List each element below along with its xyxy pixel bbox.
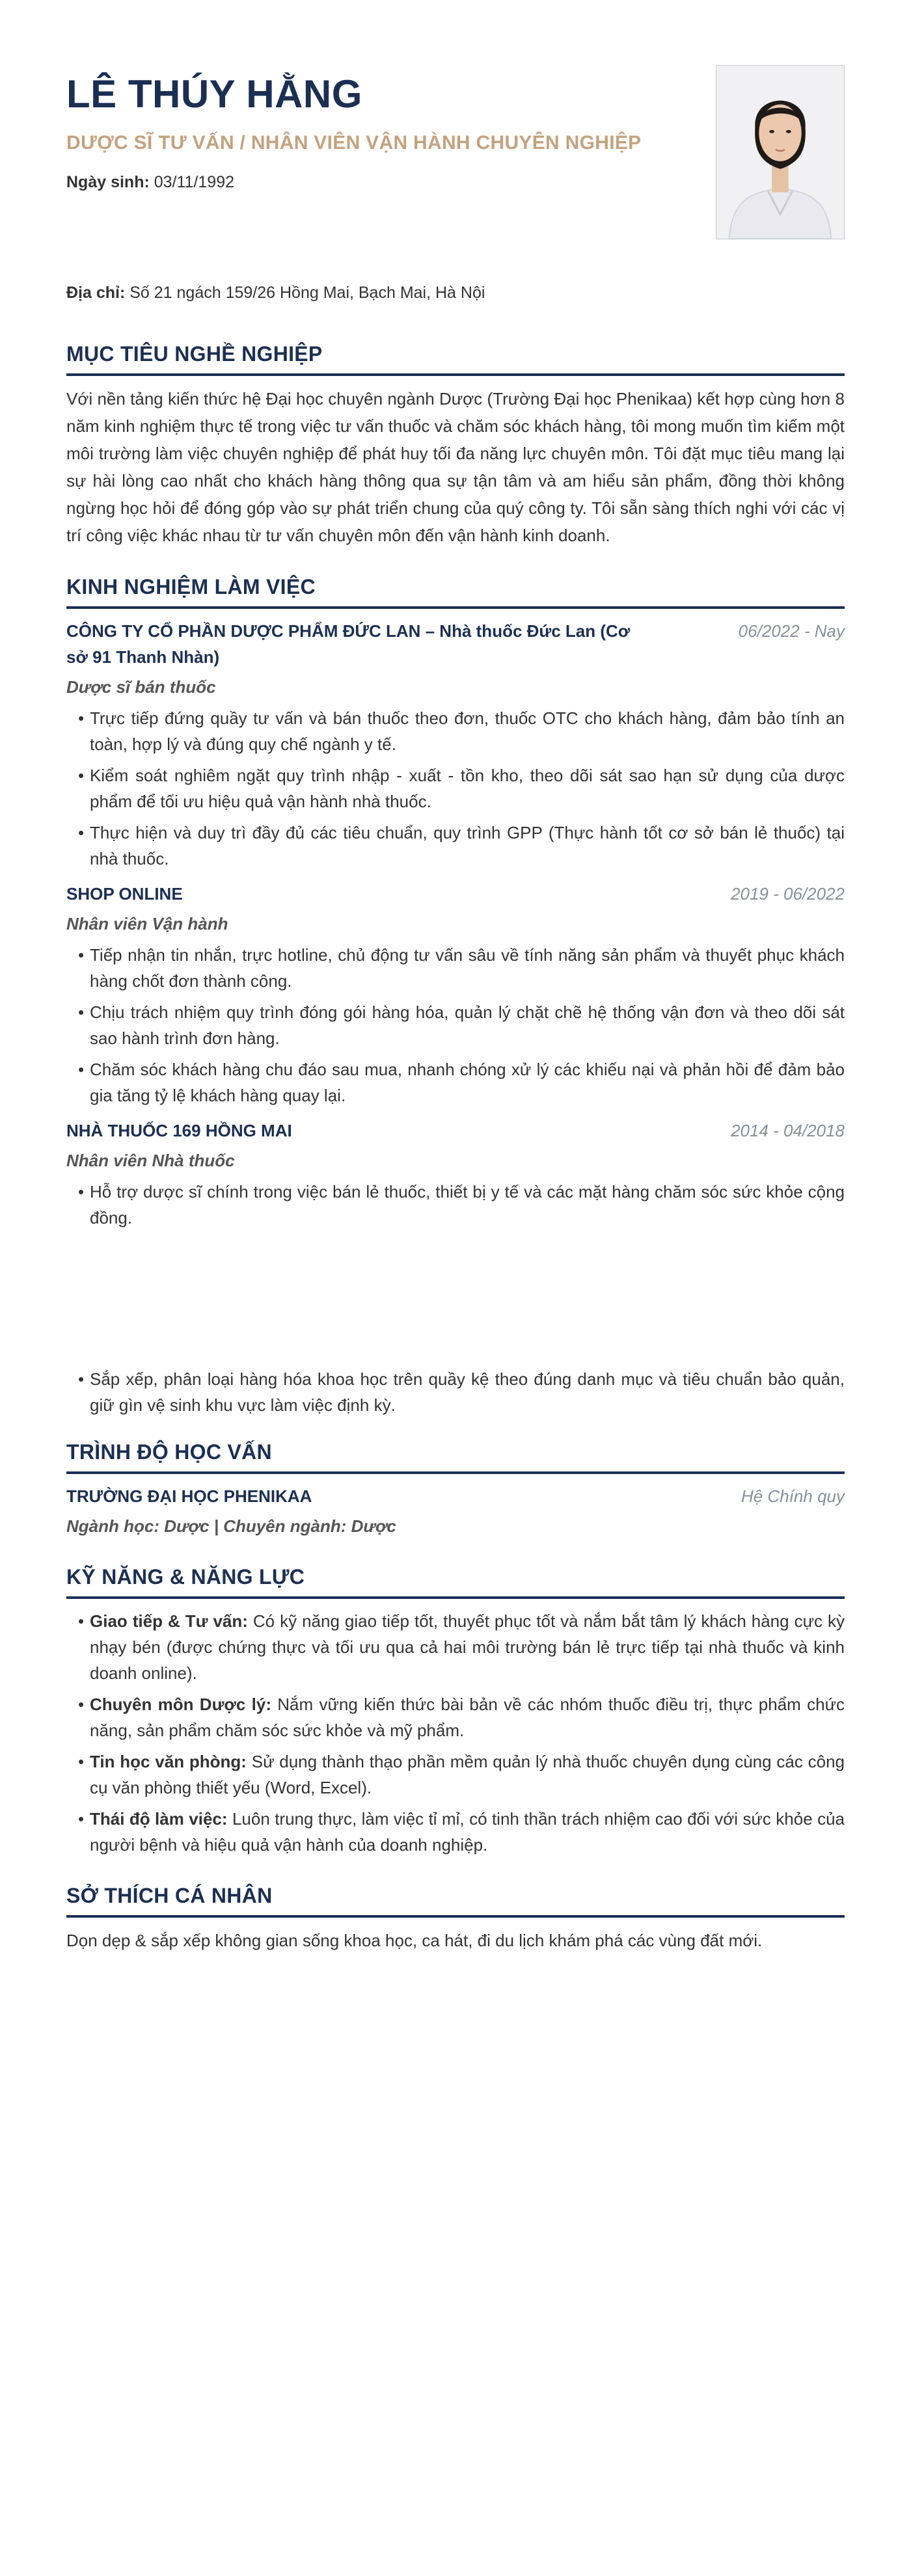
education-title: TRÌNH ĐỘ HỌC VẤN	[66, 1438, 845, 1474]
job-header	[66, 881, 845, 907]
skill-item	[66, 1608, 845, 1686]
education-header	[66, 1483, 845, 1509]
job-company: NHÀ THUỐC 169 HỒNG MAI	[66, 1121, 292, 1140]
skill-text: Có kỹ năng giao tiếp tốt, thuyết phục tốt và nắm bắt tâm lý khách hàng cực kỳ nhạy bén (được chứng thực và tối ưu qua cả hai môi trường bán lẻ trực tiếp tại nhà thuốc và kinh doanh online).	[90, 1611, 845, 1683]
objective-section	[66, 340, 845, 549]
skill-label: Chuyên môn Dược lý:	[90, 1695, 271, 1714]
job-role: Nhân viên Nhà thuốc	[66, 1151, 235, 1170]
job-duty: • Chịu trách nhiệm quy trình đóng gói hàng hóa, quản lý chặt chẽ hệ thống vận đơn và theo dõi sát sao hành trình đơn hàng.	[66, 999, 845, 1051]
job-duty: • Trực tiếp đứng quầy tư vấn và bán thuốc theo đơn, thuốc OTC cho khách hàng, đảm bảo tính an toàn, hợp lý và đúng quy chế ngành y tế.	[66, 705, 845, 757]
education-section	[66, 1438, 845, 1539]
job-entry	[66, 618, 845, 872]
skills-list	[66, 1608, 845, 1858]
skill-item	[66, 1749, 845, 1801]
hobbies-text: Dọn dẹp & sắp xếp không gian sống khoa học, ca hát, đi du lịch khám phá các vùng đất mới.	[66, 1931, 763, 1950]
job-duties	[66, 1179, 845, 1418]
skill-item	[66, 1691, 845, 1743]
job-duties	[66, 705, 845, 872]
hobbies-title: SỞ THÍCH CÁ NHÂN	[66, 1881, 845, 1918]
study-mode: Hệ Chính quy	[741, 1486, 845, 1506]
objective-title: MỤC TIÊU NGHỀ NGHIỆP	[66, 340, 845, 376]
job-period: 06/2022 - Nay	[738, 621, 845, 641]
skill-label: Giao tiếp & Tư vấn:	[90, 1611, 248, 1631]
job-duties	[66, 942, 845, 1108]
job-entry	[66, 881, 845, 1108]
skill-label: Tin học văn phòng:	[90, 1752, 247, 1771]
candidate-name: LÊ THÚY HẰNG	[66, 72, 362, 116]
job-company: CÔNG TY CỔ PHẦN DƯỢC PHẨM ĐỨC LAN – Nhà thuốc Đức Lan (Cơ sở 91 Thanh Nhàn)	[66, 621, 631, 667]
skill-text: Sử dụng thành thạo phần mềm quản lý nhà thuốc chuyên dụng cùng các công cụ văn phòng thiết yếu (Word, Excel).	[90, 1752, 845, 1797]
job-company: SHOP ONLINE	[66, 884, 183, 904]
job-period: 2014 - 04/2018	[731, 1121, 845, 1140]
major: Ngành học: Dược | Chuyên ngành: Dược	[66, 1516, 396, 1536]
job-duty: • Chăm sóc khách hàng chu đáo sau mua, nhanh chóng xử lý các khiếu nại và phản hồi để đảm bảo gia tăng tỷ lệ khách hàng quay lại.	[66, 1056, 845, 1108]
dob-label: Ngày sinh:	[66, 173, 150, 191]
job-duty: • Kiểm soát nghiêm ngặt quy trình nhập - xuất - tồn kho, theo dõi sát sao hạn sử dụng của dược phẩm để tối ưu hiệu quả vận hành nhà thuốc.	[66, 762, 845, 814]
portrait-illustration	[716, 66, 844, 239]
skill-text: Luôn trung thực, làm việc tỉ mỉ, có tinh thần trách nhiệm cao đối với sức khỏe của người bệnh và hiệu quả vận hành của doanh nghiệp.	[90, 1809, 845, 1855]
skill-label: Thái độ làm việc:	[90, 1809, 228, 1829]
job-period: 2019 - 06/2022	[731, 884, 845, 904]
job-entry	[66, 1118, 845, 1418]
experience-title: KINH NGHIỆM LÀM VIỆC	[66, 572, 845, 609]
job-header	[66, 1118, 845, 1144]
job-role: Dược sĩ bán thuốc	[66, 677, 216, 697]
address-label: Địa chỉ:	[66, 284, 126, 302]
school-name: TRƯỜNG ĐẠI HỌC PHENIKAA	[66, 1486, 312, 1506]
skills-section	[66, 1563, 845, 1858]
skills-title: KỸ NĂNG & NĂNG LỰC	[66, 1563, 845, 1599]
hobbies-section	[66, 1881, 845, 1954]
job-duty: • Tiếp nhận tin nhắn, trực hotline, chủ động tư vấn sâu về tính năng sản phẩm và thuyết phục khách hàng chốt đơn thành công.	[66, 942, 845, 994]
address-value: Số 21 ngách 159/26 Hồng Mai, Bạch Mai, Hà Nội	[129, 284, 485, 302]
profile-photo	[716, 65, 845, 239]
skill-text: Nắm vững kiến thức bài bản về các nhóm thuốc điều trị, thực phẩm chức năng, sản phẩm chăm sóc sức khỏe và mỹ phẩm.	[90, 1695, 845, 1740]
dob-value: 03/11/1992	[154, 173, 235, 191]
address-line	[66, 280, 845, 306]
candidate-title: DƯỢC SĨ TƯ VẤN / NHÂN VIÊN VẬN HÀNH CHUYÊN NGHIỆP	[66, 132, 642, 154]
resume-header	[66, 0, 845, 280]
job-duty: • Sắp xếp, phân loại hàng hóa khoa học trên quầy kệ theo đúng danh mục và tiêu chuẩn bảo quản, giữ gìn vệ sinh khu vực làm việc định kỳ.	[66, 1366, 845, 1418]
job-role: Nhân viên Vận hành	[66, 914, 228, 933]
job-duty: • Thực hiện và duy trì đầy đủ các tiêu chuẩn, quy trình GPP (Thực hành tốt cơ sở bán lẻ thuốc) tại nhà thuốc.	[66, 820, 845, 872]
job-header	[66, 618, 845, 670]
objective-text: Với nền tảng kiến thức hệ Đại học chuyên ngành Dược (Trường Đại học Phenikaa) kết hợp cùng hơn 8 năm kinh nghiệm thực tế trong việc tư vấn thuốc và chăm sóc khách hàng, tôi mong muốn tìm kiếm một môi trường làm việc chuyên nghiệp để phát huy tối đa năng lực chuyên môn. Tôi đặt mục tiêu mang lại sự hài lòng cao nhất cho khách hàng thông qua sự tận tâm và am hiểu sản phẩm, đồng thời không ngừng học hỏi để đóng góp vào sự phát triển chung của quý công ty. Tôi sẵn sàng thích nghi với các vị trí công việc khác nhau từ tư vấn chuyên môn đến vận hành kinh doanh.	[66, 389, 845, 545]
job-duty: • Hỗ trợ dược sĩ chính trong việc bán lẻ thuốc, thiết bị y tế và các mặt hàng chăm sóc sức khỏe cộng đồng.	[66, 1179, 845, 1231]
skill-item	[66, 1806, 845, 1858]
experience-section	[66, 572, 845, 1418]
